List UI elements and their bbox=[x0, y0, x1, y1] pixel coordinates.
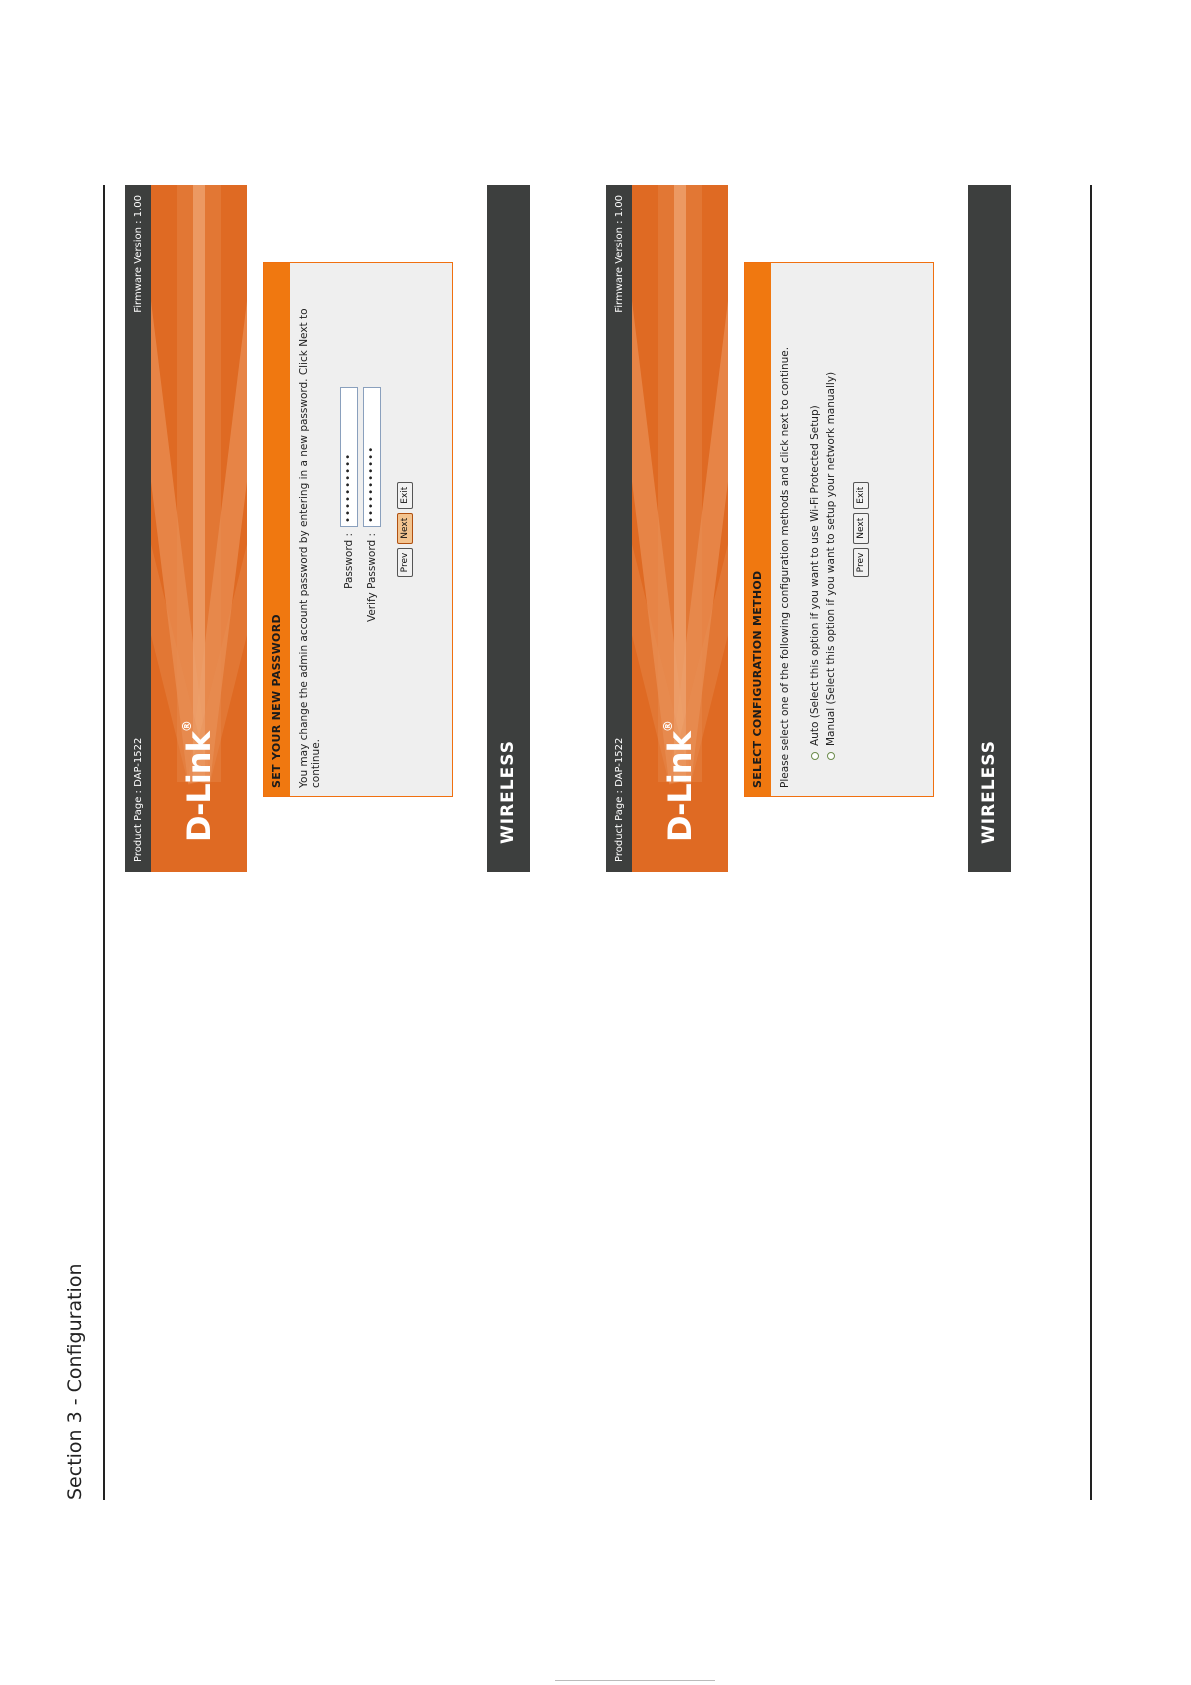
next-button[interactable]: Next bbox=[397, 513, 413, 544]
product-page-label: Product Page : DAP-1522 bbox=[613, 737, 625, 862]
button-row bbox=[397, 271, 413, 788]
verify-password-label: Verify Password : bbox=[366, 533, 378, 623]
prev-button[interactable]: Prev bbox=[853, 548, 869, 578]
firmware-label: Firmware Version : 1.00 bbox=[132, 195, 144, 313]
footer-wireless-label: WIRELESS bbox=[979, 740, 999, 844]
verify-password-input[interactable]: ••••••••••• bbox=[363, 387, 381, 527]
verify-row bbox=[363, 271, 381, 788]
dlink-logo: D-Link® bbox=[180, 721, 218, 842]
manual-option[interactable] bbox=[825, 271, 837, 760]
prev-button[interactable]: Prev bbox=[397, 548, 413, 578]
dlink-logo: D-Link® bbox=[661, 721, 699, 842]
auto-radio[interactable] bbox=[811, 752, 819, 760]
password-input[interactable]: •••••••••• bbox=[340, 387, 358, 527]
panel-title: SELECT CONFIGURATION METHOD bbox=[745, 263, 771, 796]
next-button[interactable]: Next bbox=[853, 513, 869, 544]
password-panel bbox=[263, 262, 453, 797]
header-banner bbox=[151, 185, 247, 872]
config-method-panel bbox=[744, 262, 934, 797]
instructions: You may change the admin account password by entering in a new password. Click Next to continue. bbox=[298, 308, 322, 788]
screenshot-select-method bbox=[606, 185, 1046, 872]
auto-option[interactable] bbox=[809, 271, 821, 760]
footer-bar bbox=[487, 185, 530, 872]
header-banner bbox=[632, 185, 728, 872]
button-row bbox=[853, 271, 869, 788]
content-area bbox=[728, 185, 968, 872]
left-divider bbox=[103, 185, 105, 1500]
content-area bbox=[247, 185, 487, 872]
footer-wireless-label: WIRELESS bbox=[498, 740, 518, 844]
password-row bbox=[340, 271, 358, 788]
screenshot-set-password bbox=[125, 185, 565, 872]
manual-radio[interactable] bbox=[827, 752, 835, 760]
instructions: Please select one of the following configuration methods and click next to continue. bbox=[779, 346, 791, 788]
manual-option-label: Manual (Select this option if you want to setup your network manually) bbox=[825, 371, 837, 746]
right-divider bbox=[1090, 185, 1092, 1500]
top-bar bbox=[606, 185, 632, 872]
exit-button[interactable]: Exit bbox=[853, 482, 869, 509]
auto-option-label: Auto (Select this option if you want to use Wi-Fi Protected Setup) bbox=[809, 405, 821, 746]
page-bottom-mark bbox=[555, 1680, 715, 1681]
panel-title: SET YOUR NEW PASSWORD bbox=[264, 263, 290, 796]
top-bar bbox=[125, 185, 151, 872]
product-page-label: Product Page : DAP-1522 bbox=[132, 737, 144, 862]
section-label: Section 3 - Configuration bbox=[64, 1263, 86, 1500]
firmware-label: Firmware Version : 1.00 bbox=[613, 195, 625, 313]
footer-bar bbox=[968, 185, 1011, 872]
password-label: Password : bbox=[343, 533, 355, 589]
exit-button[interactable]: Exit bbox=[397, 482, 413, 509]
